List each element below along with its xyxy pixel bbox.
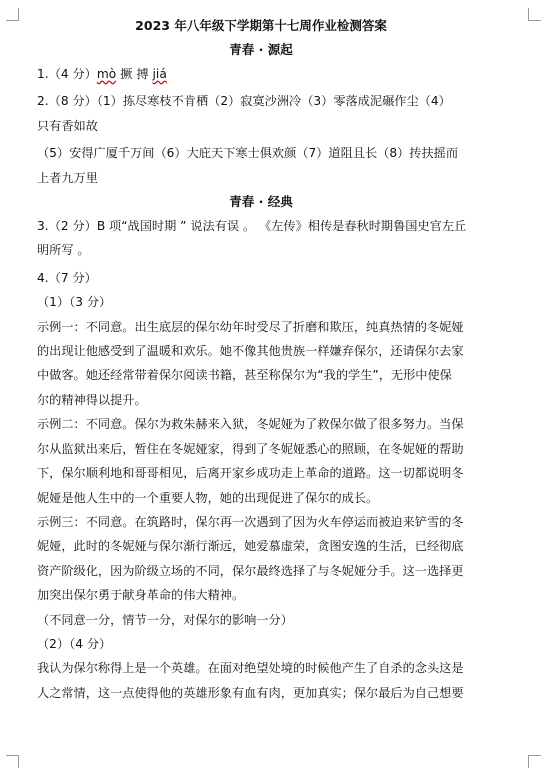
question-4-sub-1: （1）（3 分） <box>37 295 112 310</box>
question-3-line: 3.（2 分）B 项“战国时期 ” 说法有误 。 《左传》相传是春秋时期鲁国史官左丘 <box>37 219 467 234</box>
section-heading-classic: 青春 · 经典 <box>229 194 293 210</box>
example-line: 示例一：不同意。出生底层的保尔幼年时受尽了折磨和欺压，纯真热情的冬妮娅 <box>37 319 464 334</box>
example-line: 加突出保尔勇于献身革命的伟大精神。 <box>37 588 245 603</box>
example-1 <box>37 315 485 413</box>
q1-pinyin-1: mò <box>96 67 117 81</box>
example-line: 示例三：不同意。在筑路时，保尔再一次遇到了因为火车停运而被迫来铲雪的冬 <box>37 514 464 529</box>
question-2-line: 2.（8 分）（1）拣尽寒枝不肯栖（2）寂寞沙洲冷（3）零落成泥碾作尘（4） <box>37 94 451 109</box>
q1-pinyin-2: jiá <box>152 67 167 81</box>
question-4-heading: 4.（7 分） <box>37 270 97 285</box>
question-3-line: 明所写 。 <box>37 243 90 258</box>
page-corner-mark <box>6 8 19 21</box>
page-corner-mark <box>528 755 541 768</box>
example-line: 中做客。她还经常带着保尔阅读书籍，甚至称保尔为“我的学生”，无形中使保 <box>37 368 452 383</box>
example-line: 妮娅是他人生中的一个重要人物，她的出现促进了保尔的成长。 <box>37 490 379 505</box>
question-1 <box>37 62 485 86</box>
page-corner-mark <box>528 8 541 21</box>
document-body <box>37 14 485 705</box>
q1-char-2: 搏 <box>136 67 149 81</box>
answer-line: 人之常情，这一点使得他的英雄形象有血有肉，更加真实；保尔最后为自己想要 <box>37 685 464 700</box>
question-2-line: 上者九万里 <box>37 170 98 185</box>
page-corner-mark <box>6 755 19 768</box>
example-line: 尔的精神得以提升。 <box>37 392 147 407</box>
question-2-line: （5）安得广厦千万间（6）大庇天下寒士俱欢颜（7）道阻且长（8）抟扶摇而 <box>37 146 459 161</box>
q1-prefix: 1.（4 分） <box>37 67 97 81</box>
question-2-line: 只有香如故 <box>37 118 98 133</box>
question-4-sub-2: （2）（4 分） <box>37 636 112 651</box>
example-line: 资产阶级化，因为阶级立场的不同，保尔最终选择了与冬妮娅分手。这一选择更 <box>37 563 464 578</box>
example-line: 下，保尔顺利地和哥哥相见，后离开家乡成功走上革命的道路。这一切都说明冬 <box>37 466 464 481</box>
page-title: 2023 年八年级下学期第十七周作业检测答案 <box>135 18 387 33</box>
scoring-note: （不同意一分，情节一分，对保尔的影响一分） <box>37 612 293 627</box>
example-line: 示例二：不同意。保尔为救朱赫来入狱，冬妮娅为了救保尔做了很多努力。当保 <box>37 417 464 432</box>
example-line: 尔从监狱出来后，暂住在冬妮娅家，得到了冬妮娅悉心的照顾，在冬妮娅的帮助 <box>37 441 464 456</box>
answer-line: 我认为保尔称得上是一个英雄。在面对绝望处境的时候他产生了自杀的念头这是 <box>37 661 464 676</box>
example-line: 妮娅，此时的冬妮娅与保尔渐行渐远，她爱慕虚荣，贪图安逸的生活，已经彻底 <box>37 539 464 554</box>
q1-char-1: 撅 <box>120 67 133 81</box>
example-line: 的出现让他感受到了温暖和欢乐。她不像其他贵族一样嫌弃保尔，还请保尔去家 <box>37 344 464 359</box>
example-3 <box>37 510 485 608</box>
example-2 <box>37 412 485 510</box>
section-heading-origin: 青春 · 源起 <box>229 42 293 57</box>
